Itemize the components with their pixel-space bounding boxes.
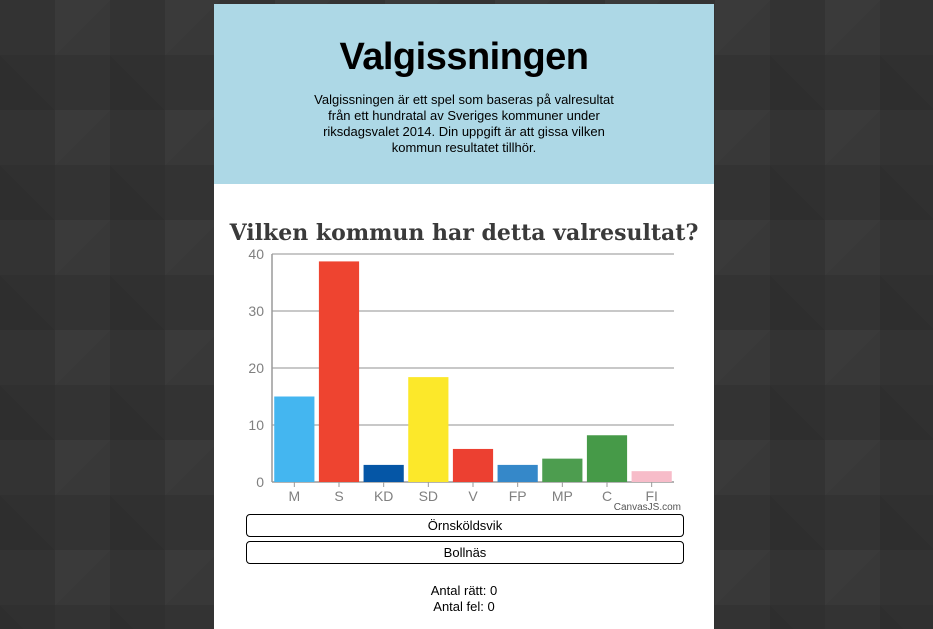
bar-fi xyxy=(632,471,672,482)
bar-kd xyxy=(364,465,404,482)
chart-credit: CanvasJS.com xyxy=(613,502,681,513)
bar-m xyxy=(274,397,314,483)
x-tick-label: KD xyxy=(373,488,394,504)
x-tick-label: M xyxy=(288,488,301,504)
y-tick-label: 30 xyxy=(248,303,264,319)
election-chart xyxy=(214,210,714,515)
score-correct: Antal rätt: 0 xyxy=(430,583,498,598)
x-tick-label: MP xyxy=(551,488,573,504)
y-tick-label: 10 xyxy=(248,417,264,433)
answer-button-1[interactable]: Örnsköldsvik xyxy=(246,514,684,537)
y-tick-label: 20 xyxy=(248,360,264,376)
game-card xyxy=(214,4,714,629)
bar-mp xyxy=(542,459,582,482)
y-tick-label: 0 xyxy=(256,474,264,490)
header-banner xyxy=(214,4,714,184)
x-tick-label: FP xyxy=(508,488,527,504)
page-title: Valgissningen xyxy=(339,36,589,78)
intro-text: Valgissningen är ett spel som baseras på valresultat från ett hundratal av Sveriges kommuner under riksdagsvalet 2014. Din uppgift är att gissa vilken kommun resultatet tillhör. xyxy=(314,92,614,155)
chart-svg xyxy=(214,210,714,515)
score-wrong: Antal fel: 0 xyxy=(433,599,495,614)
x-tick-label: FI xyxy=(645,488,658,504)
bar-s xyxy=(319,261,359,482)
x-tick-label: SD xyxy=(418,488,439,504)
chart-title: Vilken kommun har detta valresultat? xyxy=(229,220,699,246)
x-tick-label: S xyxy=(334,488,344,504)
bar-c xyxy=(587,435,627,482)
bar-fp xyxy=(498,465,538,482)
y-tick-label: 40 xyxy=(248,246,264,262)
bar-sd xyxy=(408,377,448,482)
bar-v xyxy=(453,449,493,482)
x-tick-label: C xyxy=(601,488,613,504)
x-tick-label: V xyxy=(468,488,478,504)
answer-button-2[interactable]: Bollnäs xyxy=(246,541,684,564)
